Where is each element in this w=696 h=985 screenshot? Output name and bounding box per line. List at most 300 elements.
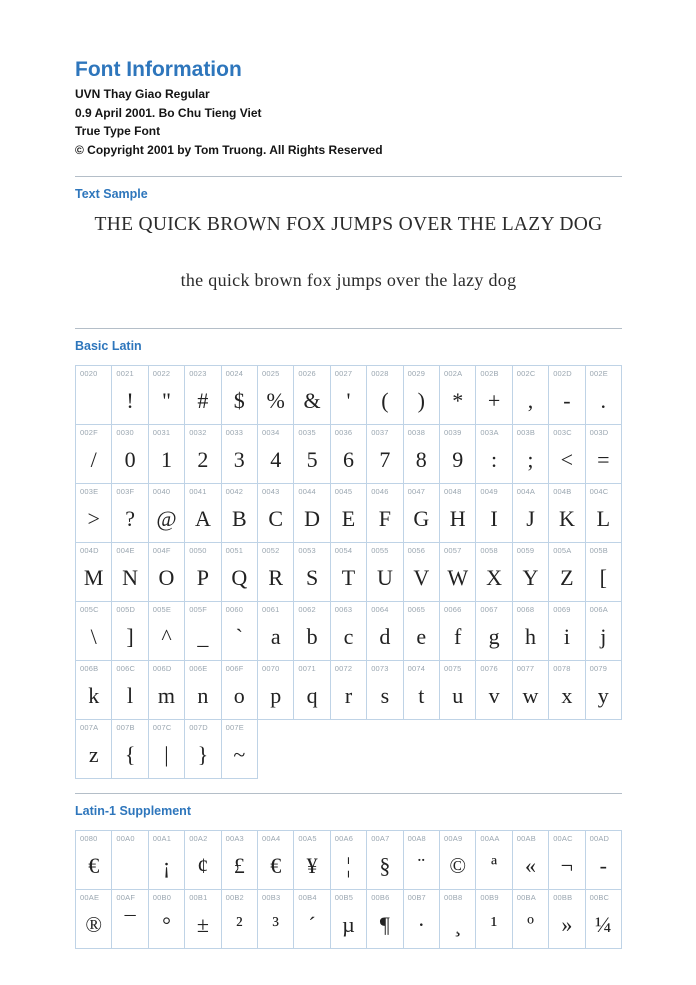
glyph: 1 [160,446,172,472]
codepoint-label: 004D [80,546,99,556]
codepoint-label: 0021 [116,369,134,379]
glyph: : [491,446,498,472]
codepoint-label: 0044 [298,487,316,497]
charmap-cell [586,602,622,661]
charmap-cell [185,831,221,890]
codepoint-label: 007B [116,723,135,733]
charmap-cell [258,661,294,720]
codepoint-label: 00B1 [189,893,208,903]
codepoint-label: 0024 [225,369,244,379]
glyph: ´ [308,911,316,937]
codepoint-label: 0022 [152,369,171,379]
page-title: Font Information [75,58,242,81]
charmap-cell [513,831,549,890]
charmap-cell [185,484,221,543]
codepoint-label: 0039 [444,428,462,438]
glyph: ² [235,911,243,937]
codepoint-label: 0074 [407,664,426,674]
glyph: a [270,623,281,649]
codepoint-label: 007E [225,723,244,733]
glyph: K [558,505,575,531]
glyph: 6 [342,446,354,472]
codepoint-label: 004C [589,487,609,497]
codepoint-label: 006F [225,664,244,674]
glyph: z [88,741,99,767]
glyph: ~ [233,741,246,767]
glyph: ¶ [379,911,390,937]
charmap-cell [149,484,185,543]
glyph: D [304,505,321,531]
codepoint-label: 00A4 [262,834,281,844]
codepoint-label: 0058 [480,546,498,556]
codepoint-label: 0035 [298,428,316,438]
glyph: ' [346,387,351,413]
charmap-cell [513,661,549,720]
glyph: . [600,387,607,413]
charmap-cell [476,543,512,602]
pangram-lowercase: the quick brown fox jumps over the lazy dog [180,270,517,291]
glyph: ± [196,911,209,937]
charmap-cell [549,831,585,890]
codepoint-label: 00AB [516,834,536,844]
charmap-cell [513,543,549,602]
codepoint-label: 00A8 [407,834,426,844]
codepoint-label: 0020 [80,369,98,379]
glyph: m [157,682,176,708]
glyph: G [413,505,430,531]
codepoint-label: 00A7 [371,834,390,844]
codepoint-label: 002E [589,369,608,379]
codepoint-label: 0051 [225,546,244,556]
charmap-cell [149,425,185,484]
charmap-cell [112,425,148,484]
codepoint-label: 0065 [407,605,426,615]
text-sample-heading: Text Sample [75,187,148,202]
glyph: B [231,505,247,531]
charmap-cell [185,661,221,720]
codepoint-label: 0034 [262,428,280,438]
codepoint-label: 0025 [262,369,280,379]
glyph: ¡ [162,852,171,878]
charmap-cell [404,425,440,484]
glyph: e [416,623,427,649]
codepoint-label: 005B [589,546,608,556]
charmap-cell [513,366,549,425]
glyph: ¬ [560,852,574,878]
glyph: & [303,387,321,413]
codepoint-label: 00B8 [444,893,463,903]
charmap-cell [404,890,440,949]
codepoint-label: 00B7 [407,893,426,903]
codepoint-label: 007C [152,723,172,733]
glyph: ^ [161,623,172,649]
codepoint-label: 00B5 [334,893,354,903]
charmap-cell [476,831,512,890]
glyph: H [449,505,466,531]
codepoint-label: 0042 [225,487,244,497]
glyph: § [379,852,391,878]
glyph: ® [85,911,103,937]
codepoint-label: 006A [589,605,608,615]
glyph: ¦ [346,852,351,878]
glyph: n [197,682,209,708]
codepoint-label: 0061 [262,605,280,615]
charmap-cell [185,425,221,484]
charmap-cell [258,484,294,543]
charmap-cell [149,661,185,720]
glyph: ( [381,387,389,413]
charmap-cell [294,484,330,543]
charmap-cell [149,720,185,779]
charmap-cell [258,890,294,949]
charmap-cell [112,602,148,661]
glyph: W [447,564,469,590]
codepoint-label: 002D [553,369,572,379]
charmap-cell [367,831,403,890]
glyph: ¯ [124,911,136,937]
codepoint-label: 0048 [444,487,462,497]
glyph: P [196,564,210,590]
basic-latin-grid [75,365,622,779]
codepoint-label: 0077 [516,664,535,674]
codepoint-label: 0057 [444,546,462,556]
glyph: ° [162,911,171,937]
charmap-cell [258,602,294,661]
glyph: ª [491,852,498,878]
glyph: 8 [415,446,427,472]
pangram-uppercase: THE QUICK BROWN FOX JUMPS OVER THE LAZY DOG [94,214,603,236]
glyph: g [488,623,500,649]
glyph: h [524,623,536,649]
codepoint-label: 00A5 [298,834,317,844]
glyph: - [563,387,571,413]
glyph: [ [599,564,607,590]
codepoint-label: 0047 [407,487,426,497]
codepoint-label: 0075 [444,664,462,674]
charmap-cell [404,543,440,602]
charmap-cell [222,484,258,543]
codepoint-label: 004E [116,546,135,556]
codepoint-label: 0049 [480,487,498,497]
charmap-cell [331,661,367,720]
charmap-cell [367,543,403,602]
glyph: j [600,623,607,649]
glyph: \ [90,623,97,649]
codepoint-label: 003C [553,428,572,438]
glyph: £ [233,852,245,878]
charmap-cell [76,602,112,661]
charmap-cell [513,890,549,949]
charmap-cell [549,602,585,661]
charmap-cell [294,890,330,949]
charmap-cell [404,661,440,720]
codepoint-label: 0028 [371,369,389,379]
glyph: F [378,505,392,531]
glyph: T [341,564,356,590]
charmap-cell [185,602,221,661]
codepoint-label: 0041 [189,487,207,497]
glyph: y [597,682,609,708]
charmap-cell [586,484,622,543]
codepoint-label: 00B2 [225,893,244,903]
codepoint-label: 006D [152,664,172,674]
codepoint-label: 005D [116,605,136,615]
glyph: ; [527,446,534,472]
glyph: Q [231,564,248,590]
charmap-cell [476,366,512,425]
codepoint-label: 004A [516,487,536,497]
codepoint-label: 006E [189,664,208,674]
charmap-cell [258,543,294,602]
codepoint-label: 00AC [553,834,573,844]
codepoint-label: 0029 [407,369,426,379]
glyph: I [490,505,498,531]
font-information-page [75,0,622,949]
charmap-cell [112,720,148,779]
charmap-cell [185,543,221,602]
codepoint-label: 004F [152,546,171,556]
charmap-cell [294,661,330,720]
glyph: ) [417,387,425,413]
font-name: UVN Thay Giao Regular [75,87,210,102]
charmap-cell [513,425,549,484]
charmap-cell [222,543,258,602]
codepoint-label: 0026 [298,369,316,379]
codepoint-label: 005A [553,546,572,556]
glyph: q [306,682,318,708]
charmap-cell [149,831,185,890]
charmap-cell [258,366,294,425]
codepoint-label: 006B [80,664,99,674]
codepoint-label: 005F [189,605,208,615]
charmap-cell [404,831,440,890]
glyph: f [454,623,462,649]
glyph: d [379,623,391,649]
codepoint-label: 0063 [334,605,353,615]
charmap-cell [331,831,367,890]
codepoint-label: 0066 [444,605,462,615]
codepoint-label: 0054 [334,546,353,556]
charmap-cell [294,543,330,602]
charmap-cell [76,890,112,949]
glyph: ! [126,387,134,413]
charmap-cell [331,602,367,661]
charmap-cell [76,425,112,484]
charmap-cell [367,425,403,484]
charmap-cell [331,543,367,602]
glyph: 0 [124,446,136,472]
codepoint-label: 0078 [553,664,571,674]
codepoint-label: 007A [80,723,99,733]
glyph: · [417,911,425,937]
codepoint-label: 0043 [262,487,280,497]
charmap-cell [331,425,367,484]
charmap-cell [549,425,585,484]
charmap-cell [586,890,622,949]
codepoint-label: 003E [80,487,99,497]
glyph: ¼ [595,911,612,937]
glyph: c [343,623,354,649]
charmap-cell [440,484,476,543]
glyph: X [486,564,503,590]
glyph: * [452,387,464,413]
charmap-cell [440,661,476,720]
glyph: ¢ [197,852,209,878]
charmap-cell [258,425,294,484]
codepoint-label: 00AA [480,834,500,844]
font-metadata [75,85,622,159]
codepoint-label: 00B3 [262,893,281,903]
codepoint-label: 0064 [371,605,389,615]
charmap-cell [185,890,221,949]
codepoint-label: 0070 [262,664,280,674]
charmap-cell [404,366,440,425]
codepoint-label: 00A0 [116,834,135,844]
charmap-cell [76,720,112,779]
glyph: | [164,741,169,767]
glyph: ? [125,505,135,531]
charmap-cell [476,890,512,949]
codepoint-label: 0055 [371,546,389,556]
charmap-cell [222,425,258,484]
charmap-cell [440,890,476,949]
charmap-cell [294,366,330,425]
codepoint-label: 0072 [334,664,353,674]
charmap-cell [331,890,367,949]
charmap-cell [112,661,148,720]
codepoint-label: 0033 [225,428,244,438]
codepoint-label: 0062 [298,605,316,615]
charmap-cell [549,661,585,720]
glyph: A [194,505,211,531]
codepoint-label: 0038 [407,428,426,438]
glyph: ¥ [306,852,318,878]
charmap-cell [76,543,112,602]
codepoint-label: 0032 [189,428,207,438]
latin1-supplement-grid [75,830,622,949]
charmap-cell [76,661,112,720]
charmap-cell [367,661,403,720]
codepoint-label: 002F [80,428,98,438]
codepoint-label: 0080 [80,834,98,844]
charmap-cell [331,484,367,543]
glyph: s [380,682,390,708]
glyph: , [527,387,534,413]
charmap-cell [222,720,258,779]
glyph: ` [235,623,243,649]
codepoint-label: 0079 [589,664,608,674]
glyph: R [268,564,284,590]
glyph: 3 [233,446,245,472]
charmap-cell [149,366,185,425]
glyph: Z [560,564,574,590]
glyph: Y [522,564,539,590]
font-version-line: 0.9 April 2001. Bo Chu Tieng Viet [75,105,262,120]
glyph: % [266,387,285,413]
codepoint-label: 00BC [589,893,610,903]
codepoint-label: 005E [152,605,172,615]
charmap-cell [367,484,403,543]
charmap-cell [149,890,185,949]
charmap-cell [294,425,330,484]
codepoint-label: 0050 [189,546,207,556]
codepoint-label: 003B [516,428,536,438]
codepoint-label: 003F [116,487,135,497]
charmap-cell [513,602,549,661]
codepoint-label: 0069 [553,605,571,615]
charmap-cell [112,484,148,543]
glyph: C [268,505,284,531]
charmap-cell [222,831,258,890]
charmap-cell [586,425,622,484]
charmap-cell [440,602,476,661]
codepoint-label: 0027 [334,369,353,379]
codepoint-label: 0040 [152,487,171,497]
charmap-cell [258,831,294,890]
charmap-cell [367,366,403,425]
codepoint-label: 0052 [262,546,280,556]
font-type-line: True Type Font [75,124,161,139]
charmap-cell [476,484,512,543]
charmap-cell [440,543,476,602]
glyph: o [233,682,245,708]
charmap-cell [331,366,367,425]
codepoint-label: 00AF [116,893,136,903]
codepoint-label: 004B [553,487,572,497]
charmap-cell [112,890,148,949]
glyph: ¹ [490,911,498,937]
charmap-cell [112,543,148,602]
charmap-cell [476,661,512,720]
charmap-cell [549,543,585,602]
codepoint-label: 007D [189,723,208,733]
codepoint-label: 00B6 [371,893,390,903]
glyph: L [596,505,611,531]
glyph: V [413,564,430,590]
charmap-cell [185,720,221,779]
codepoint-label: 0046 [371,487,389,497]
charmap-cell [440,425,476,484]
codepoint-label: 00AD [589,834,610,844]
glyph: ¨ [417,852,425,878]
glyph: p [270,682,282,708]
glyph: t [418,682,425,708]
codepoint-label: 0068 [516,605,535,615]
basic-latin-heading: Basic Latin [75,339,142,354]
glyph: J [526,505,535,531]
glyph: @ [156,505,177,531]
divider [75,328,622,329]
glyph: ¸ [454,911,462,937]
codepoint-label: 0031 [152,428,171,438]
glyph: w [522,682,539,708]
charmap-cell [149,602,185,661]
glyph: 4 [270,446,282,472]
codepoint-label: 0073 [371,664,389,674]
charmap-cell [513,484,549,543]
charmap-cell [549,890,585,949]
charmap-cell [222,661,258,720]
glyph: { [124,741,136,767]
glyph: N [122,564,139,590]
glyph: - [599,852,607,878]
codepoint-label: 002A [444,369,463,379]
charmap-cell [294,831,330,890]
charmap-cell [440,366,476,425]
glyph: ³ [272,911,279,937]
codepoint-label: 0071 [298,664,316,674]
codepoint-label: 0076 [480,664,498,674]
